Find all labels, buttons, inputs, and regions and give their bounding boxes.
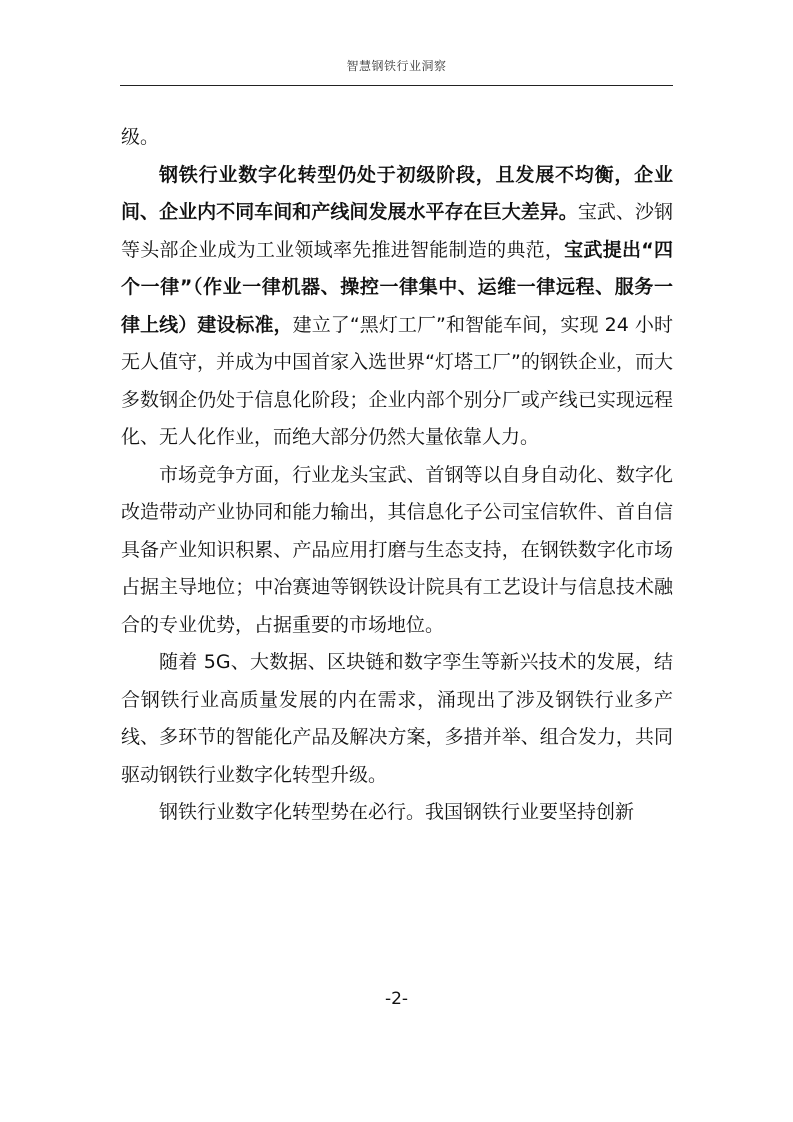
text-segment: 钢铁行业数字化转型势在必行。我国钢铁行业要坚持创新 [159, 801, 635, 823]
text-segment: 级。 [121, 126, 160, 148]
text-segment: 建立了“黑灯工厂”和智能车间，实现 24 小时无人值守，并成为中国首家入选世界“灯塔工厂”的钢铁企业，而大多数钢企仍处于信息化阶段；企业内部个别分厂或产线已实现远程化、无人化作业，而绝大部分仍然大量依靠人力。 [121, 313, 673, 448]
text-segment: 宝武、沙钢等头部企业成为工业领域率先推进智能制造的典范， [121, 201, 673, 261]
paragraph-continuation [121, 119, 673, 157]
paragraph-emerging-technologies [121, 644, 673, 794]
bold-text-segment: 钢铁行业数字化转型仍处于初级阶段，且发展不均衡，企业间、企业内不同车间和产线间发展水平存在巨大差异。 [121, 163, 673, 223]
text-segment: 随着 5G、大数据、区块链和数字孪生等新兴技术的发展，结合钢铁行业高质量发展的内在需求，涌现出了涉及钢铁行业多产线、多环节的智能化产品及解决方案，多措并举、组合发力，共同驱动钢铁行业数字化转型升级。 [121, 651, 673, 786]
document-body [121, 119, 673, 832]
page-number: -2- [384, 989, 409, 1009]
bold-text-segment: 宝武提出“四个一律”（作业一律机器、操控一律集中、运维一律远程、服务一律上线）建设标准， [121, 238, 673, 336]
text-segment: 市场竞争方面，行业龙头宝武、首钢等以自身自动化、数字化改造带动产业协同和能力输出，其信息化子公司宝信软件、首自信具备产业知识积累、产品应用打磨与生态支持，在钢铁数字化市场占据主导地位；中冶赛迪等钢铁设计院具有工艺设计与信息技术融合的专业优势，占据重要的市场地位。 [121, 463, 673, 636]
header-divider [120, 85, 673, 86]
paragraph-development-status [121, 157, 673, 457]
paragraph-transformation-necessity [121, 794, 673, 832]
page-header-title: 智慧钢铁行业洞察 [346, 59, 447, 73]
paragraph-market-competition [121, 457, 673, 645]
